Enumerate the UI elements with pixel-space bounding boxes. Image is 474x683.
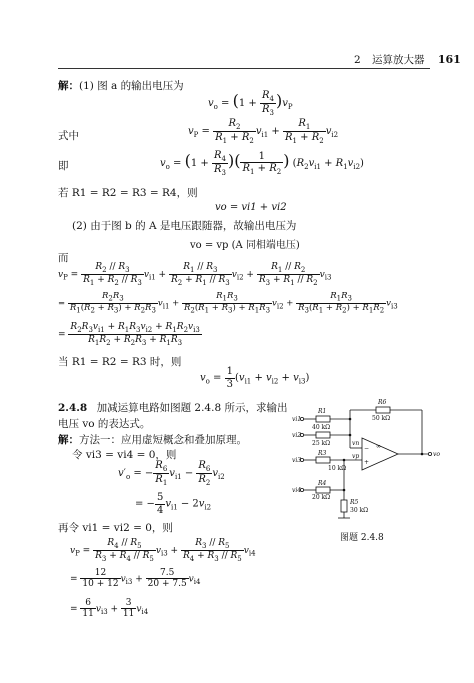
opamp-plus: + bbox=[364, 459, 370, 466]
equation-vo-a: $v_o = (1$ + $\frac{R_4}{R_3}$ )$v_P$ bbox=[208, 90, 293, 118]
label-r4: R4 bbox=[318, 480, 327, 487]
condition-equal-resistors-2: 当 R1 = R2 = R3 时，则 bbox=[58, 356, 182, 368]
equation-vp: $v_P$ = $\frac{R_2}{R_1 + R_2}$ $v_{i1}$ + $\frac{R_1}{R_1 + R_2}$ $v_{i2}$ bbox=[188, 118, 339, 146]
label-shizhong: 式中 bbox=[58, 130, 79, 142]
equation-vp-c: $v_P$ = $\frac{R_4 // R_5}{R_3 + R_4 // R_5}$ $v_{i3}$ + $\frac{R_3 // R_5}{R_4 + R_3 // R_5}$ $v_{i4}$ bbox=[70, 538, 256, 563]
equation-vp-c-numeric: = $\frac{12}{10 + 12}$ $v_{i3}$ + $\frac{7.5}{20 + 7.5}$ $v_{i4}$ bbox=[70, 568, 201, 590]
equation-vo-prime-numeric: = − $\frac{5}{4}$ $v_{i1} - 2v_{i2}$ bbox=[135, 492, 212, 516]
chapter-title: 运算放大器 bbox=[372, 54, 425, 66]
label-er: 而 bbox=[58, 252, 69, 264]
part2-text: (2) 由于图 b 的 A 是电压跟随器，故输出电压为 bbox=[72, 220, 297, 232]
equation-vo-third: $v_o$ = $\frac{1}{3}$ $(v_{i1} + v_{i2} + v_{i3})$ bbox=[200, 366, 310, 390]
label-ji: 即 bbox=[58, 160, 69, 172]
figure-caption: 图题 2.4.8 bbox=[340, 533, 384, 543]
label-vi3: vi3 bbox=[292, 457, 302, 464]
label-vi2: vi2 bbox=[292, 432, 302, 439]
condition-equal-resistors: 若 R1 = R2 = R3 = R4，则 bbox=[58, 187, 198, 199]
label-r5-value: 30 kΩ bbox=[350, 507, 369, 514]
label-r5: R5 bbox=[350, 499, 359, 506]
circuit-diagram bbox=[292, 398, 442, 528]
label-r1: R1 bbox=[318, 408, 327, 415]
header-rule bbox=[58, 68, 430, 69]
label-vn: vn bbox=[352, 440, 360, 447]
solution-method: 解：方法一：应用虚短概念和叠加原理。 bbox=[58, 434, 247, 446]
equation-vo-vp: vo = vp (A 同相端电压) bbox=[190, 240, 300, 251]
label-r3-value: 10 kΩ bbox=[328, 465, 347, 472]
let-first: 令 vi3 = vi4 = 0，则 bbox=[72, 449, 177, 461]
label-r6-value: 50 kΩ bbox=[372, 415, 391, 422]
equation-vo-sum: vo = vi1 + vi2 bbox=[215, 202, 287, 213]
equation-vp-b-line1: $v_P$ = $\frac{R_2 // R_3}{R_1 + R_2 // R_3}$ $v_{i1}$ + $\frac{R_1 // R_3}{R_2 + R_1 // R_3}$ $v_{i2}$ + $\frac{R_1 // R_2}{R_3 + R_1 // R_2}$ $v_{i3}$ bbox=[58, 262, 332, 287]
equation-vo-expanded: $v_o = (1$ + $\frac{R_4}{R_3}$ )( $\frac{1}{R_1 + R_2}$ ) $(R_2v_{i1} + R_1v_{i2})$ bbox=[160, 150, 364, 178]
label-vi1: vi1 bbox=[292, 416, 302, 423]
label-vp: vp bbox=[352, 453, 360, 460]
label-vi4: vi4 bbox=[292, 487, 302, 494]
opamp-infinity: ∞ bbox=[376, 443, 381, 450]
equation-vo-prime: $v'_o$ = − $\frac{R_6}{R_1}$ $v_{i1}$ − $\frac{R_6}{R_2}$ $v_{i2}$ bbox=[118, 460, 225, 488]
opamp-minus: − bbox=[364, 445, 370, 452]
equation-vp-b-line3: = $\frac{R_2R_3v_{i1} + R_1R_3v_{i2} + R_1R_2v_{i3}}{R_1R_2 + R_2R_3 + R_1R_3}$ bbox=[58, 322, 200, 347]
problem-statement-line2: 电压 vo 的表达式。 bbox=[58, 418, 151, 430]
let-second: 再令 vi1 = vi2 = 0，则 bbox=[58, 522, 173, 534]
label-r3: R3 bbox=[318, 450, 327, 457]
label-vo: vo bbox=[433, 451, 441, 458]
solution-intro: 解：(1) 图 a 的输出电压为 bbox=[58, 80, 184, 92]
equation-vp-c-simplified: = $\frac{6}{11}$ $v_{i3}$ + $\frac{3}{11}$ $v_{i4}$ bbox=[70, 598, 149, 620]
page-number: 161 bbox=[437, 53, 461, 66]
label-r6: R6 bbox=[378, 399, 387, 406]
equation-vp-b-line2: = $\frac{R_2R_3}{R_1(R_2 + R_3) + R_2R_3}$ $v_{i1}$ + $\frac{R_1R_3}{R_2(R_1 + R_3) + R_1R_3}$ $v_{i2}$ + $\frac{R_1R_3}{R_3(R_1 + R_2) + R_1R_2}$ $v_{i3}$ bbox=[58, 291, 398, 315]
chapter-number: 2 bbox=[354, 54, 361, 66]
label-r1-value: 40 kΩ bbox=[312, 424, 331, 431]
label-r4-value: 20 kΩ bbox=[312, 494, 331, 501]
label-r2-value: 25 kΩ bbox=[312, 440, 331, 447]
problem-statement-line1: 2.4.8 加减运算电路如图题 2.4.8 所示，求输出 bbox=[58, 402, 288, 414]
